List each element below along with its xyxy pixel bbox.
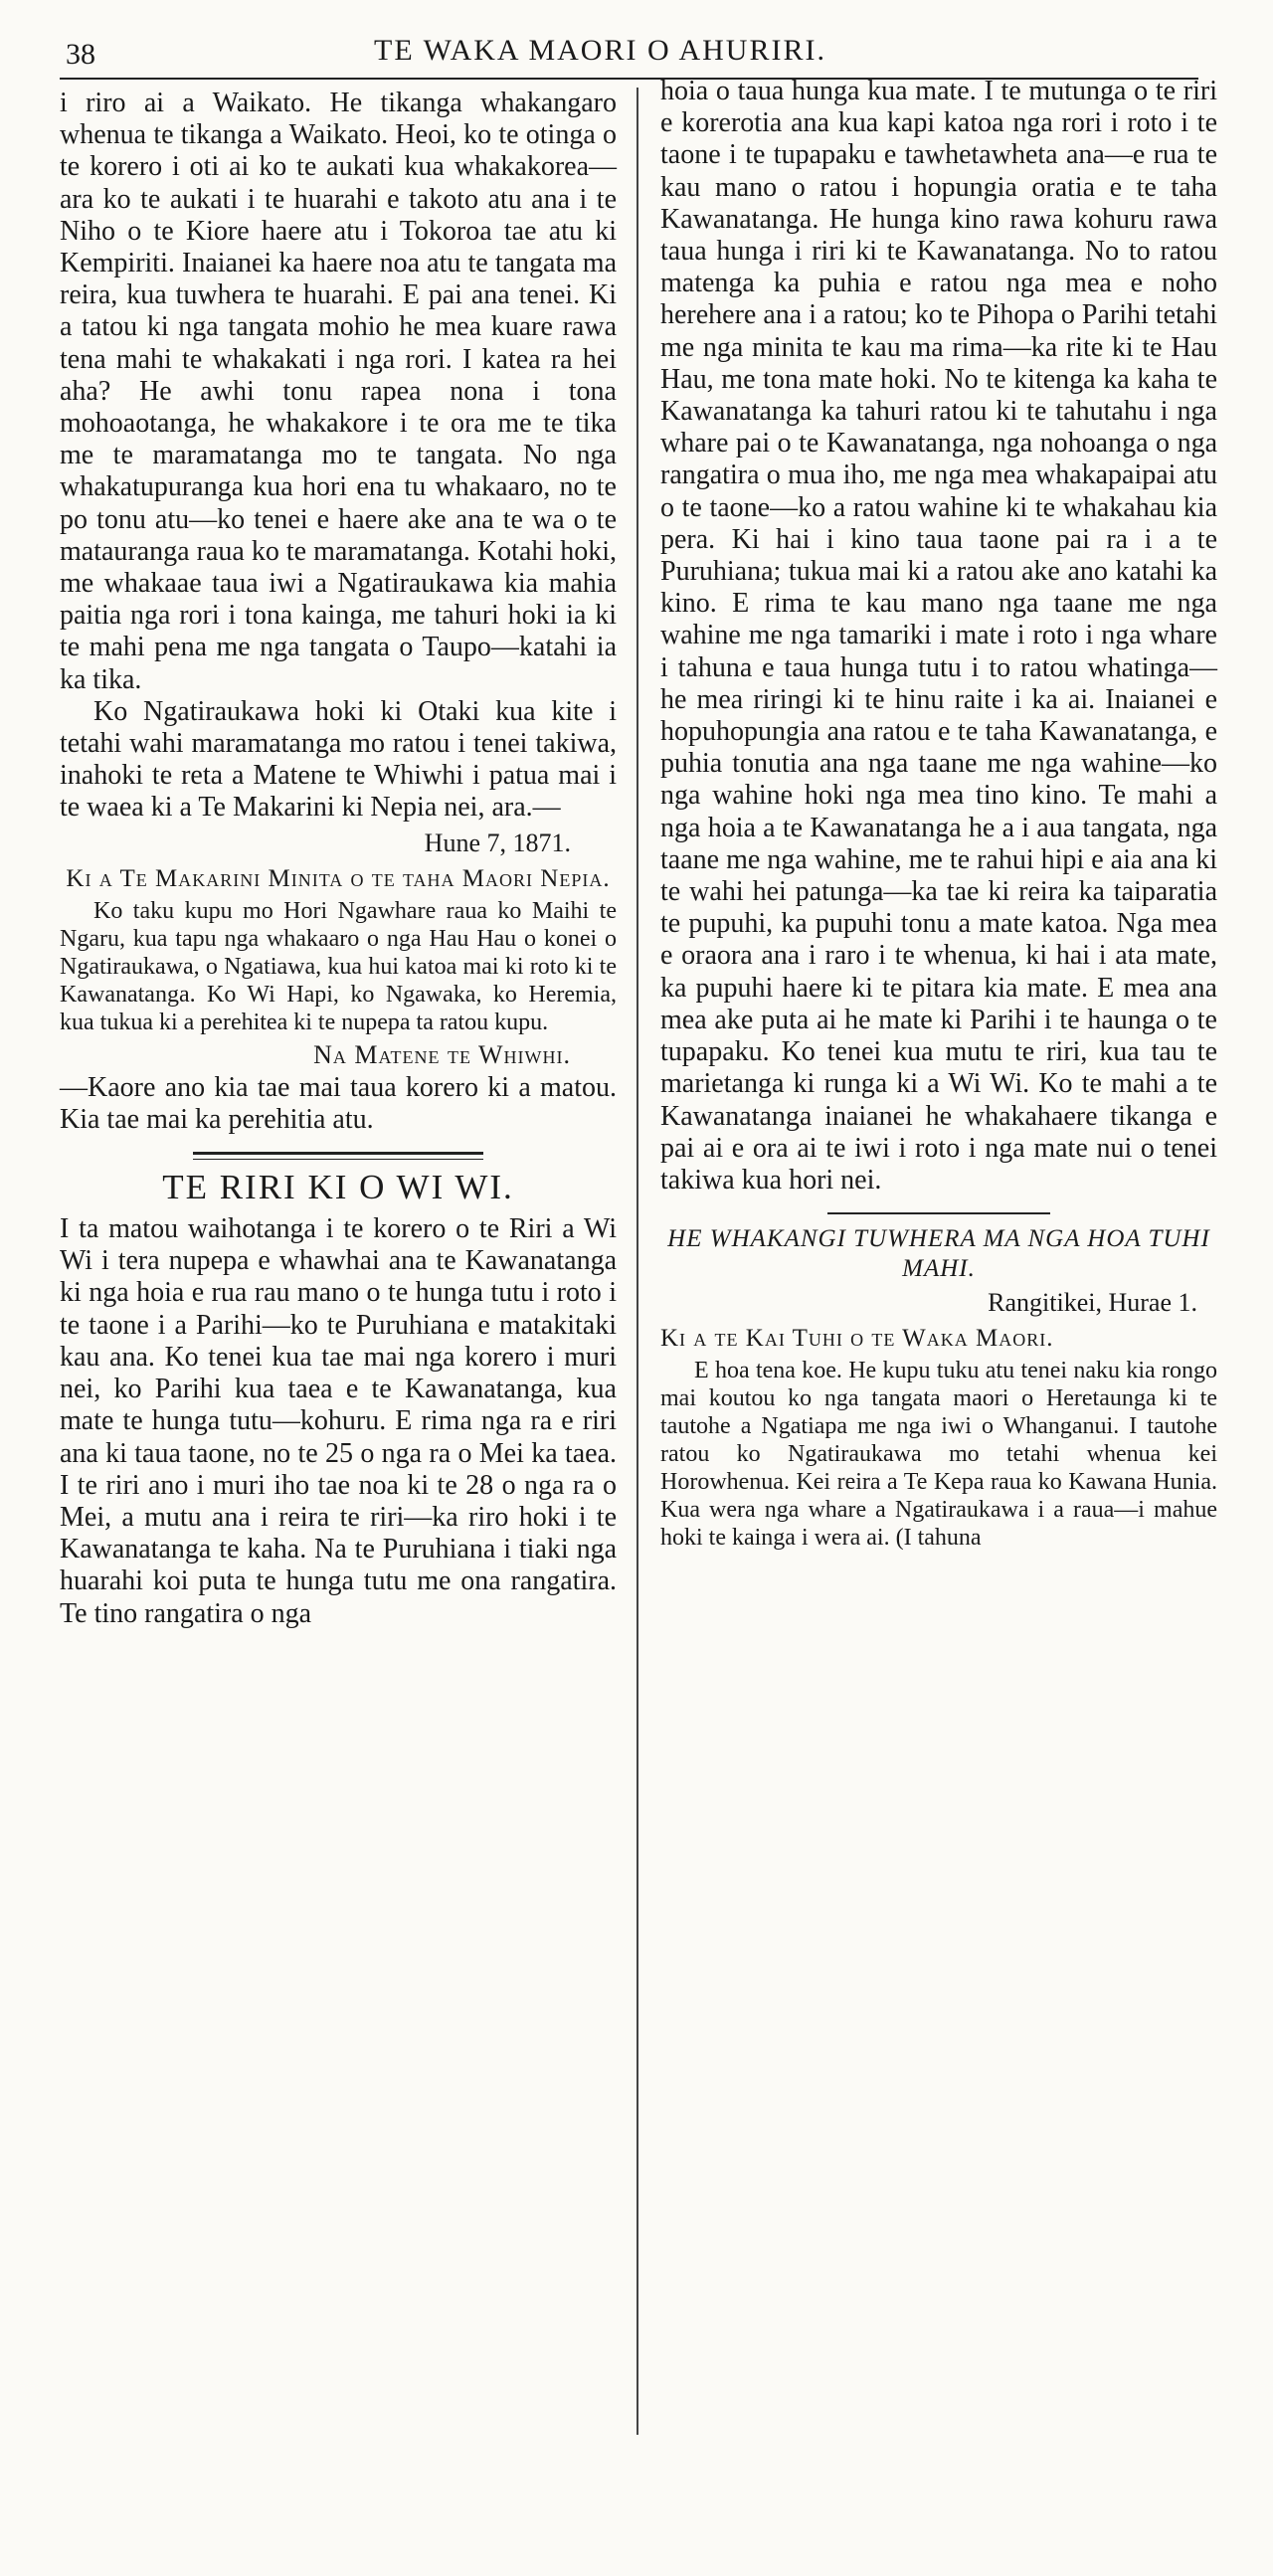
section-rule (193, 1152, 482, 1160)
letter-heading: Ki a Te Makarini Minita o te taha Maori Nepia. (66, 864, 611, 892)
place-date: Rangitikei, Hurae 1. (988, 1288, 1197, 1318)
column-divider (636, 88, 638, 2435)
letter-body: Ko taku kupu mo Hori Ngawhare raua ko Maihi te Ngaru, kua tapu nga whakaaro o nga Hau Hau o konei o Ngatiraukawa, o Ngatiawa, kua hui katoa mai ki roto ki te Kawanatanga. Ko Wi Hapi, ko Ngawaka, ko Heremia, kua tukua ki a perehitea ki te nupepa ta ratou kupu. (60, 897, 617, 1035)
section-rule (827, 1212, 1050, 1214)
letter-body: E hoa tena koe. He kupu tuku atu tenei naku kia rongo mai koutou ko nga tangata maori o Heretaunga ki te tautohe a Ngatiapa me nga iwi o Whanganui. I tautohe ratou ko Ngatiraukawa mo tetahi whenua kei Horowhenua. Kei reira a Te Kepa raua ko Kawana Hunia. Kua wera nga whare a Ngatiraukawa i a raua—i mahue hoki te kainga i wera ai. (I tahuna (660, 1358, 1217, 1552)
article-paragraph: I ta matou waihotanga i te korero o te Riri a Wi Wi i tera nupepa e whawhai ana te Kawanatanga ki nga hoia e rua rau mano o te hunga tutu i roto i te taone i a Parihi—ko te Puruhiana e matakitaki kau ana. Ko tenei kua tae mai nga korero i muri nei, ko Parihi kua taea e te Kawanatanga, kua mate te hunga tutu—kohuru. E rima nga ra e riri ana ki taua taone, no te 25 o nga ra o Mei ka taea. I te riri ano i muri iho tae noa ki te 28 o nga ra o Mei, a mutu ana i reira te riri—ka riro hoki i te Kawanatanga te kaha. Na te Puruhiana i tiaki nga huarahi koi puta te hunga tutu me ona rangatira. Te tino rangatira o nga (60, 1213, 617, 1629)
article-paragraph: i riro ai a Waikato. He tikanga whakangaro whenua te tikanga a Waikato. Heoi, ko te otinga o te korero i oti ai ko te aukati kua whakakorea—ara ko te aukati i te huarahi e takoto atu ana i te Niho o te Kiore haere atu i Tokoroa tae atu ki Kempiriti. Inaianei ka haere noa atu te tangata ma reira, kua tuwhera te huarahi. E pai ana tenei. Ki a tatou ki nga tangata mohio he mea kuare rawa tena mahi te whakakati i nga rori. I katea ra hei aha? He awhi tonu rapea nona i tona mohoaotanga, he whakakore i te ora me te tika me te maramatanga mo te tangata. No nga whakatupuranga kua hori ena tu whakaaro, no te po tonu atu—ko tenei e haere ake ana te wa o te matauranga raua ko te maramatanga. Kotahi hoki, me whakaae taua iwi a Ngatiraukawa kia mahia paitia nga rori i tona kainga, me tahuri hoki ia ki te mahi pena me nga tangata o Taupo—katahi ia ka tika. (60, 88, 617, 695)
article-paragraph: hoia o taua hunga kua mate. I te mutunga o te riri e korerotia ana kua kapi katoa nga rori i roto i te taone i te tupapaku e tawhetawheta ana—e rua te kau mano o ratou i hopungia oratia e te taha Kawanatanga. He hunga kino rawa kohuru rawa taua hunga i riri ki te Kawanatanga. No to ratou matenga ka puhia e ratou nga mea e noho herehere ana i a ratou; ko te Pihopa o Parihi tetahi me nga minita te kau ma rima—ka rite ki te Hau Hau, me tona mate hoki. No te kitenga ka kaha te Kawanatanga ka tahuri ratou ki te tahutahu i nga whare pai o te Kawanatanga, nga nohoanga o nga rangatira o mua iho, me nga mea whakapaipai atu o te taone—ko a ratou wahine ki te whakahau kia pera. Ki hai i kino taua taone pai ra i a te Puruhiana; tukua mai ki a ratou ake ano katahi ka kino. E rima te kau mano nga taane me nga wahine me nga tamariki i mate i roto i nga whare i tahuna e taua hunga tutu i to ratou whatinga—he mea riringi ki te hinu raite i ka ai. Inaianei e hopuhopungia ana ratou e te taha Kawanatanga, e puhia tonutia ana nga taane me nga wahine—ko nga wahine hoki nga mea tino kino. Te mahi a nga hoia a te Kawanatanga he a i aua tangata, nga taane me nga wahine, me te rahui hipi e aia ana ki te wahi hei patunga—ka tae ki reira ka taiparatia te pupuhi, ka pupuhi tonu a mate katoa. Nga mea e oraora ana i raro i te whenua, ki hai i ata mate, ka pupuhi haere ki te pitara kia mate. E mea ana mea ake puta ai he mate ki Parihi i te haunga o te tupapaku. Ko tenei kua mutu te riri, kua tau te marietanga ki runga ki a Wi Wi. Ko te mahi a te Kawanatanga inaianei he whakahaere tikanga e pai ai e ora ai te iwi i roto i nga mate nui o tenei takiwa kua hori nei. (660, 76, 1217, 1196)
left-column (60, 88, 617, 1630)
dateline: Hune 7, 1871. (424, 828, 571, 857)
section-heading: HE WHAKANGI TUWHERA MA NGA HOA TUHI MAHI. (667, 1225, 1210, 1283)
right-column (660, 76, 1217, 1552)
article-paragraph: —Kaore ano kia tae mai taua korero ki a matou. Kia tae mai ka perehitia atu. (60, 1071, 617, 1135)
article-paragraph: Ko Ngatiraukawa hoki ki Otaki kua kite i tetahi wahi maramatanga mo ratou i tenei takiwa, inahoki te reta a Matene te Whiwhi i patua mai i te waea ki a Te Makarini ki Nepia nei, ara.— (60, 695, 617, 824)
letter-signature: Na Matene te Whiwhi. (313, 1039, 571, 1069)
page-number: 38 (66, 38, 95, 71)
letter-heading: Ki a te Kai Tuhi o te Waka Maori. (660, 1325, 1054, 1353)
section-title: TE RIRI KI O WI WI. (162, 1168, 514, 1207)
page-title: TE WAKA MAORI O AHURIRI. (374, 34, 826, 67)
page-header (60, 30, 1198, 78)
